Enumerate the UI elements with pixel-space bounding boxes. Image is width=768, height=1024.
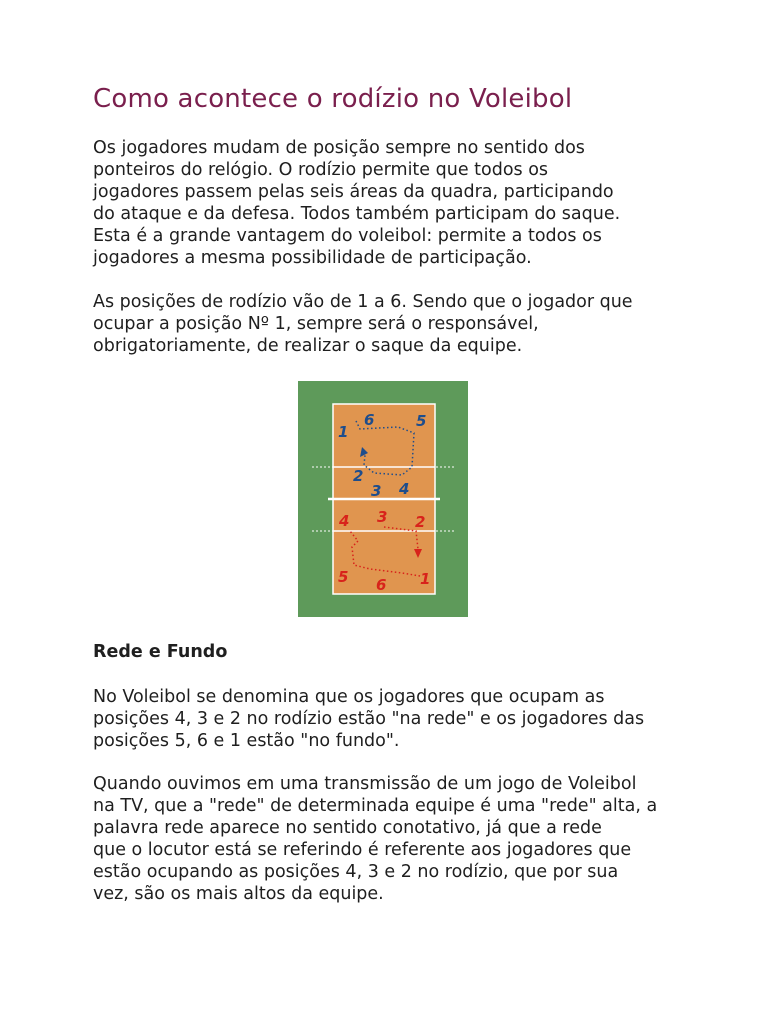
paragraph-rotation-positions <box>93 291 633 357</box>
text-line: Quando ouvimos em uma transmissão de um jogo de Voleibol <box>93 774 637 794</box>
paragraph-rotation-intro <box>93 137 620 269</box>
bottom-position-6: 6 <box>376 576 387 594</box>
top-position-1: 1 <box>338 423 349 441</box>
top-position-3: 3 <box>371 482 382 500</box>
text-line: estão ocupando as posições 4, 3 e 2 no rodízio, que por sua <box>93 862 619 882</box>
bottom-position-5: 5 <box>338 568 349 586</box>
paragraph-tv-transmission <box>93 773 657 905</box>
text-line: posições 4, 3 e 2 no rodízio estão "na rede" e os jogadores das <box>93 709 645 729</box>
text-line: jogadores passem pelas seis áreas da quadra, participando <box>93 182 614 202</box>
top-position-5: 5 <box>416 412 427 430</box>
volleyball-court-diagram <box>298 381 468 617</box>
text-line: As posições de rodízio vão de 1 a 6. Sendo que o jogador que <box>93 292 633 312</box>
text-line: ponteiros do relógio. O rodízio permite que todos os <box>93 160 549 180</box>
text-line: ocupar a posição Nº 1, sempre será o responsável, <box>93 314 539 334</box>
bottom-position-1: 1 <box>420 570 431 588</box>
text-line: posições 5, 6 e 1 estão "no fundo". <box>93 731 400 751</box>
text-line: obrigatoriamente, de realizar o saque da equipe. <box>93 336 523 356</box>
text-line: Os jogadores mudam de posição sempre no sentido dos <box>93 138 585 158</box>
text-line: que o locutor está se referindo é referente aos jogadores que <box>93 840 632 860</box>
text-line: Esta é a grande vantagem do voleibol: permite a todos os <box>93 226 602 246</box>
text-line: No Voleibol se denomina que os jogadores que ocupam as <box>93 687 605 707</box>
paragraph-net-and-back <box>93 686 644 752</box>
top-position-6: 6 <box>364 411 375 429</box>
section-heading-rede-e-fundo: Rede e Fundo <box>93 642 228 662</box>
bottom-position-4: 4 <box>339 512 350 530</box>
court-svg <box>298 381 468 617</box>
text-line: na TV, que a "rede" de determinada equipe é uma "rede" alta, a <box>93 796 658 816</box>
text-line: jogadores a mesma possibilidade de participação. <box>93 248 532 268</box>
page-title: Como acontece o rodízio no Voleibol <box>93 84 573 114</box>
bottom-position-2: 2 <box>415 513 426 531</box>
bottom-position-3: 3 <box>377 508 388 526</box>
top-position-4: 4 <box>399 480 410 498</box>
text-line: palavra rede aparece no sentido conotativo, já que a rede <box>93 818 602 838</box>
text-line: do ataque e da defesa. Todos também participam do saque. <box>93 204 621 224</box>
top-position-2: 2 <box>353 467 364 485</box>
text-line: vez, são os mais altos da equipe. <box>93 884 384 904</box>
